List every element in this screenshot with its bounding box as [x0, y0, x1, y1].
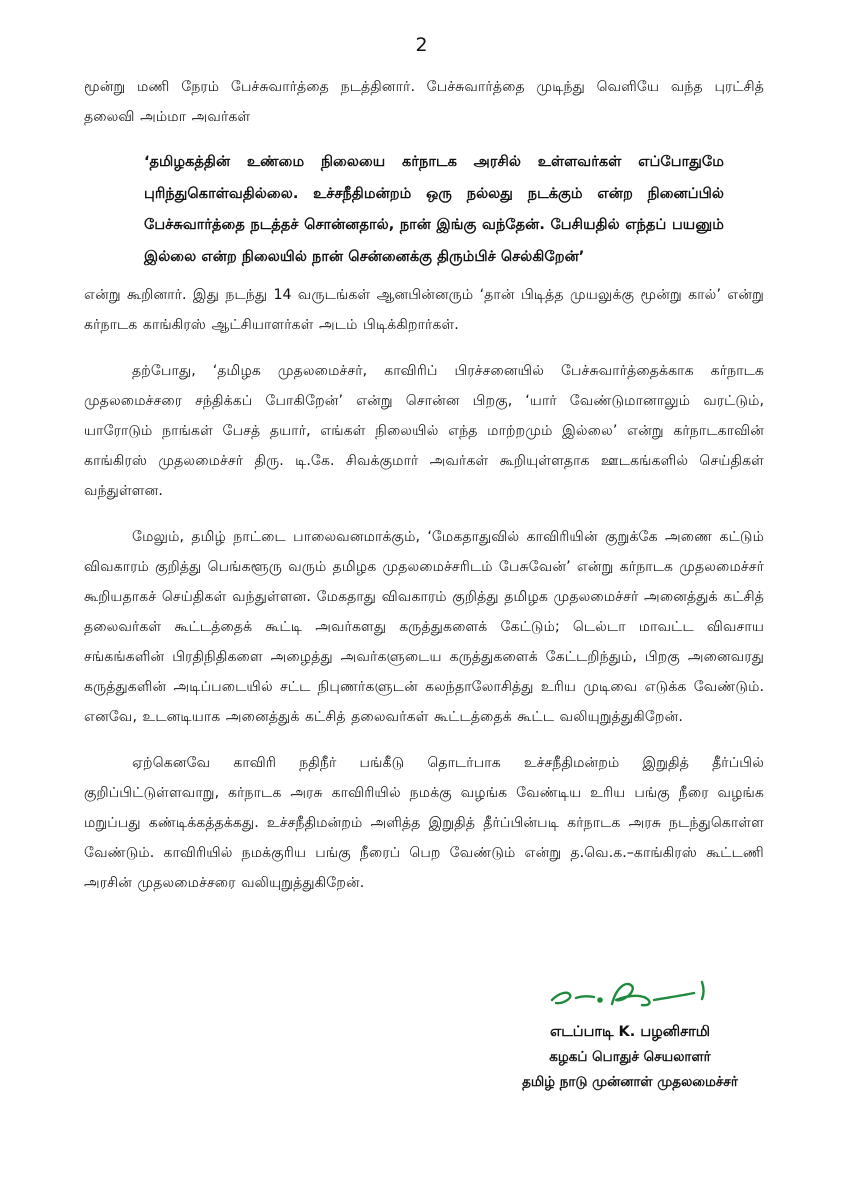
letter-body	[84, 72, 764, 898]
signatory-subtitle: தமிழ் நாடு முன்னாள் முதலமைச்சர்	[522, 1074, 738, 1090]
handwritten-signature	[546, 976, 716, 1016]
signatory-title: கழகப் பொதுச் செயலாளர்	[549, 1049, 711, 1065]
paragraph-3: தற்போது, ‘தமிழக முதலமைச்சர், காவிரிப் பிரச்சனையில் பேச்சுவார்த்தைக்காக கர்நாடக முதலமைச்சரை சந்திக்கப் போகிறேன்’ என்று சொன்ன பிறகு, ‘யார் வேண்டுமானாலும் வரட்டும், யாரோடும் நாங்கள் பேசத் தயார், எங்கள் நிலையில் எந்த மாற்றமும் இல்லை’ என்று கர்நாடகாவின் காங்கிரஸ் முதலமைச்சர் திரு. டி.கே. சிவக்குமார் அவர்கள் கூறியுள்ளதாக ஊடகங்களில் செய்திகள் வந்துள்ளன.	[84, 363, 764, 499]
signature-block	[480, 1020, 780, 1095]
page-number: 2	[415, 34, 428, 56]
signatory-name: எடப்பாடி K. பழனிசாமி	[549, 1024, 711, 1040]
paragraph-4: மேலும், தமிழ் நாட்டை பாலைவனமாக்கும், ‘மேகதாதுவில் காவிரியின் குறுக்கே அணை கட்டும் விவகாரம் குறித்து பெங்களூரு வரும் தமிழக முதலமைச்சரிடம் பேசுவேன்’ என்று கர்நாடக முதலமைச்சர் கூறியதாகச் செய்திகள் வந்துள்ளன. மேகதாது விவகாரம் குறித்து தமிழக முதலமைச்சர் அனைத்துக் கட்சித் தலைவர்கள் கூட்டத்தைக் கூட்டி அவர்களது கருத்துகளைக் கேட்டும்; டெல்டா மாவட்ட விவசாய சங்கங்களின் பிரதிநிதிகளை அழைத்து அவர்களுடைய கருத்துகளைக் கேட்டறிந்தும், பிறகு அனைவரது கருத்துகளின் அடிப்படையில் சட்ட நிபுணர்களுடன் கலந்தாலோசித்து உரிய முடிவை எடுக்க வேண்டும். எனவே, உடனடியாக அனைத்துக் கட்சித் தலைவர்கள் கூட்டத்தைக் கூட்ட வலியுறுத்துகிறேன்.	[84, 529, 764, 725]
paragraph-1: மூன்று மணி நேரம் பேச்சுவார்த்தை நடத்தினார். பேச்சுவார்த்தை முடிந்து வெளியே வந்த புரட்சித் தலைவி அம்மா அவர்கள்	[84, 79, 764, 125]
paragraph-2: என்று கூறினார். இது நடந்து 14 வருடங்கள் ஆனபின்னரும் ‘தான் பிடித்த முயலுக்கு மூன்று கால்’ என்று கர்நாடக காங்கிரஸ் ஆட்சியாளர்கள் அடம் பிடிக்கிறார்கள்.	[84, 287, 764, 333]
quoted-statement: ‘தமிழகத்தின் உண்மை நிலையை கர்நாடக அரசில் உள்ளவர்கள் எப்போதுமே புரிந்துகொள்வதில்லை. உச்சநீதிமன்றம் ஒரு நல்லது நடக்கும் என்ற நினைப்பில் பேச்சுவார்த்தை நடத்தச் சொன்னதால், நான் இங்கு வந்தேன். பேசியதில் எந்தப் பயனும் இல்லை என்ற நிலையில் நான் சென்னைக்கு திரும்பிச் செல்கிறேன்’	[144, 153, 724, 265]
paragraph-5: ஏற்கெனவே காவிரி நதிநீர் பங்கீடு தொடர்பாக உச்சநீதிமன்றம் இறுதித் தீர்ப்பில் குறிப்பிட்டுள்ளவாறு, கர்நாடக அரசு காவிரியில் நமக்கு வழங்க வேண்டிய உரிய பங்கு நீரை வழங்க மறுப்பது கண்டிக்கத்தக்கது. உச்சநீதிமன்றம் அளித்த இறுதித் தீர்ப்பின்படி கர்நாடக அரசு நடந்துகொள்ள வேண்டும். காவிரியில் நமக்குரிய பங்கு நீரைப் பெற வேண்டும் என்று த.வெ.க.–காங்கிரஸ் கூட்டணி அரசின் முதலமைச்சரை வலியுறுத்துகிறேன்.	[84, 755, 764, 891]
